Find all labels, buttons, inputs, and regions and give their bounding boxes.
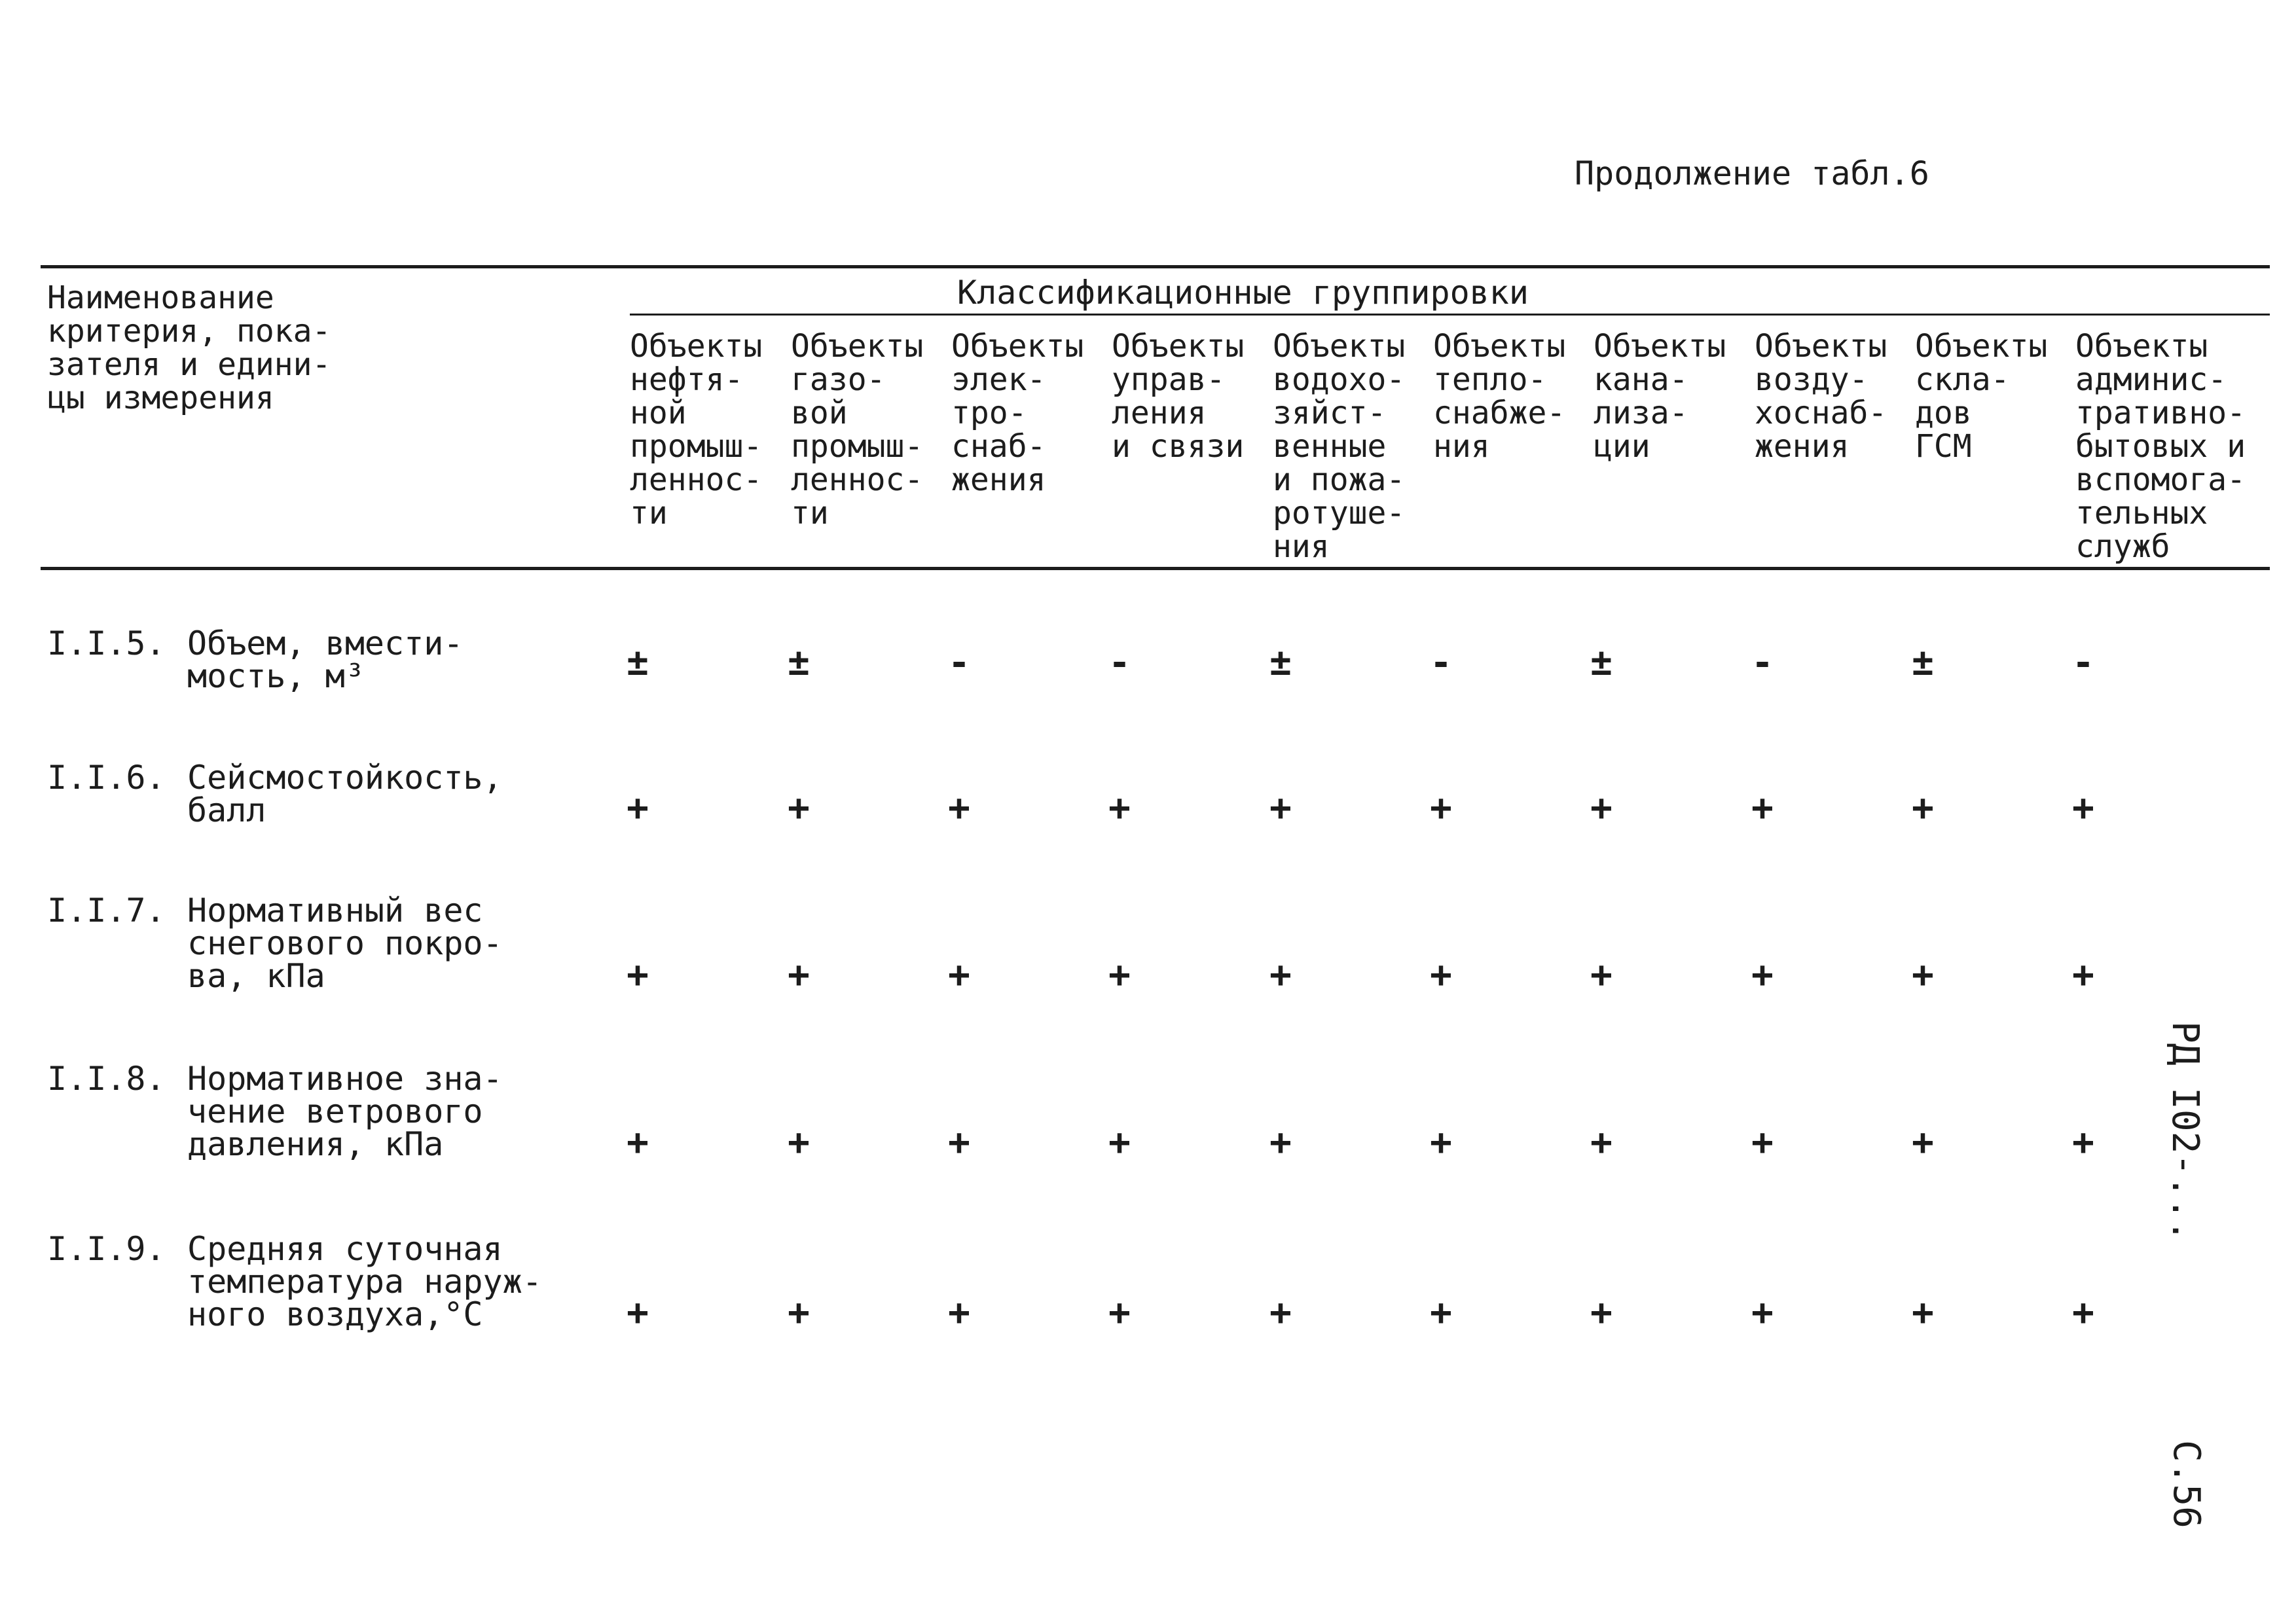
table-cell: + — [1912, 1291, 1934, 1334]
table-cell: + — [627, 1121, 649, 1164]
table-cell: - — [1108, 641, 1131, 684]
table-cell: + — [2072, 1121, 2094, 1164]
table-cell: + — [788, 1121, 810, 1164]
column-header-air: Объекты возду- хоснаб- жения — [1755, 328, 1887, 465]
table-cell: + — [1430, 1121, 1452, 1164]
header-bottom-rule — [41, 567, 2270, 570]
table-cell: + — [1912, 954, 1934, 996]
table-cell: + — [1590, 1291, 1613, 1334]
table-cell: ± — [1269, 641, 1292, 684]
column-header-control: Объекты управ- ления и связи — [1112, 328, 1245, 465]
table-cell: + — [1108, 1121, 1131, 1164]
table-cell: + — [1590, 787, 1613, 829]
column-header-sewer: Объекты кана- лиза- ции — [1594, 328, 1726, 465]
table-cell: + — [788, 954, 810, 996]
table-cell: + — [948, 1291, 970, 1334]
table-cell: - — [2072, 641, 2094, 684]
table-cell: + — [1108, 787, 1131, 829]
row-number: I.I.7. — [47, 892, 166, 929]
row-label: Объем, вмести- мость, м³ — [187, 624, 464, 695]
row-label: Нормативное зна- чение ветрового давления, кПа — [187, 1060, 503, 1163]
table-cell: + — [627, 954, 649, 996]
row-number: I.I.9. — [47, 1230, 166, 1268]
column-header-heat: Объекты тепло- снабже- ния — [1433, 328, 1566, 465]
table-cell: + — [1751, 1291, 1774, 1334]
table-cell: + — [1912, 787, 1934, 829]
column-header-gas: Объекты газо- вой промыш- леннос- ти — [791, 328, 924, 532]
column-header-admin: Объекты админис- тративно- бытовых и вспомога- тельных служб — [2075, 328, 2246, 565]
table-cell: + — [1751, 954, 1774, 996]
row-label: Сейсмостойкость, балл — [187, 759, 503, 829]
table-cell: + — [1269, 787, 1292, 829]
table-cell: + — [1269, 1121, 1292, 1164]
table-cell: + — [1269, 1291, 1292, 1334]
table-top-rule — [41, 265, 2270, 268]
table-cell: + — [788, 1291, 810, 1334]
table-cell: + — [1269, 954, 1292, 996]
table-cell: + — [2072, 787, 2094, 829]
row-number: I.I.5. — [47, 624, 166, 662]
table-cell: + — [948, 1121, 970, 1164]
row-number: I.I.6. — [47, 759, 166, 797]
table-cell: ± — [1912, 641, 1934, 684]
table-cell: + — [2072, 954, 2094, 996]
table-cell: ± — [788, 641, 810, 684]
table-cell: + — [1590, 1121, 1613, 1164]
table-cell: + — [1430, 1291, 1452, 1334]
table-cell: - — [1430, 641, 1452, 684]
table-cell: + — [1751, 1121, 1774, 1164]
row-label: Средняя суточная температура наруж- ного воздуха,°С — [187, 1230, 542, 1333]
table-cell: + — [1430, 954, 1452, 996]
table-cell: ± — [1590, 641, 1613, 684]
table-cell: + — [1912, 1121, 1934, 1164]
table-cell: + — [788, 787, 810, 829]
table-cell: + — [1108, 954, 1131, 996]
table-cell: - — [1751, 641, 1774, 684]
table-cell: + — [1590, 954, 1613, 996]
column-header-power: Объекты элек- тро- снаб- жения — [951, 328, 1084, 498]
column-header-water: Объекты водохо- зяйст- венные и пожа- ротуше- ния — [1273, 328, 1406, 565]
group-title-rule — [630, 314, 2270, 316]
page-number: С.56 — [2165, 1440, 2208, 1528]
table-cell: + — [627, 787, 649, 829]
column-header-fuel: Объекты скла- дов ГСМ — [1915, 328, 2048, 465]
table-cell: ± — [627, 641, 649, 684]
row-label: Нормативный вес снегового покро- ва, кПа — [187, 892, 503, 995]
table-cell: - — [948, 641, 970, 684]
table-cell: + — [948, 787, 970, 829]
table-cell: + — [1108, 1291, 1131, 1334]
row-number: I.I.8. — [47, 1060, 166, 1098]
table-cell: + — [2072, 1291, 2094, 1334]
table-cell: + — [627, 1291, 649, 1334]
table-cell: + — [1751, 787, 1774, 829]
table-cell: + — [948, 954, 970, 996]
document-code: РД I02-... — [2164, 1021, 2206, 1242]
classification-group-title: Классификационные группировки — [957, 274, 1529, 312]
column-header-oil: Объекты нефтя- ной промыш- леннос- ти — [630, 328, 763, 532]
table-continuation-caption: Продолжение табл.6 — [1575, 154, 1929, 192]
criterion-column-header: Наименование критерия, пока- зателя и едини- цы измерения — [47, 280, 331, 416]
table-cell: + — [1430, 787, 1452, 829]
